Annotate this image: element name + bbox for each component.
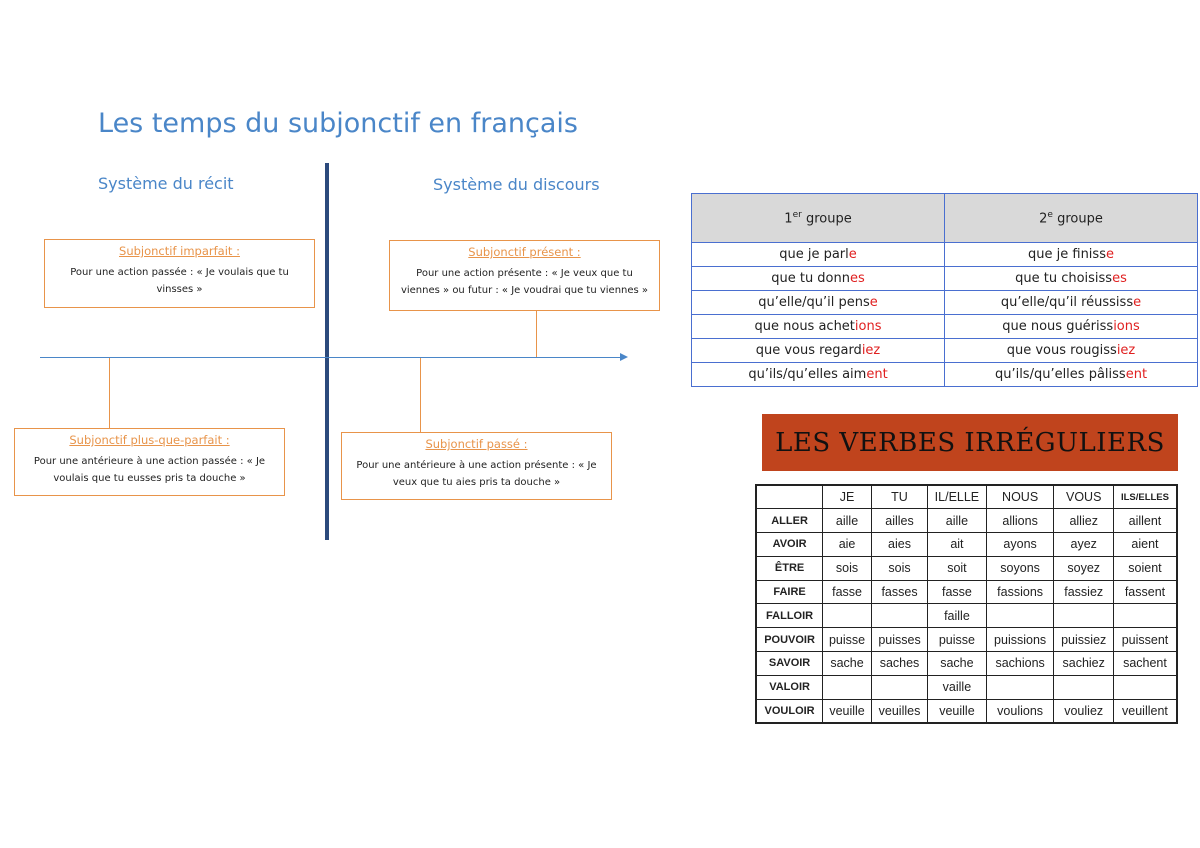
conjugation-cell: que je parle [692, 243, 945, 267]
conjugation-cell: sachiez [1054, 652, 1113, 676]
connector-plusque [109, 358, 110, 428]
column-header: IL/ELLE [928, 485, 987, 509]
table-row [692, 315, 1198, 339]
box-line: veux que tu aies pris ta douche » [392, 477, 561, 488]
column-header: TU [871, 485, 927, 509]
box-subjonctif-present [389, 240, 660, 311]
irregular-verbs-table [755, 484, 1178, 724]
conjugation-cell: vouliez [1054, 699, 1113, 723]
conjugation-cell: faille [928, 604, 987, 628]
conjugation-cell: sois [871, 556, 927, 580]
table-row [756, 699, 1177, 723]
conjugation-cell: que vous rougissiez [945, 339, 1198, 363]
conjugation-cell: fassions [986, 580, 1054, 604]
conjugation-cell: veuille [928, 699, 987, 723]
conjugation-cell: soyez [1054, 556, 1113, 580]
conjugation-cell: ayons [986, 533, 1054, 557]
conjugation-cell: ailles [871, 509, 927, 533]
conjugation-cell: ayez [1054, 533, 1113, 557]
box-title: Subjonctif imparfait : [119, 244, 240, 258]
table-row [756, 628, 1177, 652]
conjugation-cell: que vous regardiez [692, 339, 945, 363]
conjugation-cell: puissiez [1054, 628, 1113, 652]
conjugation-cell: soyons [986, 556, 1054, 580]
box-line: vinsses » [156, 284, 203, 295]
table-row [756, 556, 1177, 580]
conjugation-cell: aillent [1113, 509, 1177, 533]
vertical-divider [325, 163, 329, 540]
column-header [756, 485, 823, 509]
box-line: Pour une action passée : « Je voulais que tu [70, 267, 289, 278]
connector-passe [420, 358, 421, 432]
conjugation-cell: puisse [823, 628, 872, 652]
conjugation-cell: alliez [1054, 509, 1113, 533]
table-row [692, 339, 1198, 363]
box-subjonctif-plus-que-parfait [14, 428, 285, 496]
box-body [21, 453, 278, 487]
conjugation-cell: voulions [986, 699, 1054, 723]
table-row [756, 652, 1177, 676]
conjugation-cell: puisse [928, 628, 987, 652]
conjugation-cell [1113, 675, 1177, 699]
conjugation-cell: sois [823, 556, 872, 580]
box-body [348, 457, 605, 491]
conjugation-cell: fassiez [1054, 580, 1113, 604]
conjugation-cell [986, 604, 1054, 628]
verb-name-cell: ÊTRE [756, 556, 823, 580]
column-header: VOUS [1054, 485, 1113, 509]
conjugation-cell: sache [928, 652, 987, 676]
conjugation-cell [1054, 604, 1113, 628]
conjugation-cell: vaille [928, 675, 987, 699]
conjugation-cell: que nous guérissions [945, 315, 1198, 339]
box-title: Subjonctif plus-que-parfait : [69, 433, 230, 447]
conjugation-cell [1054, 675, 1113, 699]
conjugation-cell: qu’elle/qu’il réussisse [945, 291, 1198, 315]
conjugation-cell: sachent [1113, 652, 1177, 676]
systeme-recit-heading: Système du récit [98, 174, 234, 193]
box-title: Subjonctif présent : [468, 245, 581, 259]
conjugation-cell: puissions [986, 628, 1054, 652]
conjugation-cell: veuilles [871, 699, 927, 723]
conjugation-cell: aient [1113, 533, 1177, 557]
conjugation-cell: allions [986, 509, 1054, 533]
table-row [692, 243, 1198, 267]
timeline-arrowhead [620, 353, 628, 361]
verb-name-cell: VALOIR [756, 675, 823, 699]
table-row [692, 267, 1198, 291]
conjugation-cell [871, 675, 927, 699]
conjugation-cell: soient [1113, 556, 1177, 580]
verb-name-cell: FALLOIR [756, 604, 823, 628]
conjugation-cell: soit [928, 556, 987, 580]
box-subjonctif-passe [341, 432, 612, 500]
column-header: JE [823, 485, 872, 509]
connector-present [536, 311, 537, 357]
conjugation-cell: aie [823, 533, 872, 557]
conjugation-cell: que tu donnes [692, 267, 945, 291]
column-header: NOUS [986, 485, 1054, 509]
column-header: ILS/ELLES [1113, 485, 1177, 509]
conjugation-cell: aies [871, 533, 927, 557]
box-body [51, 264, 308, 298]
page-title: Les temps du subjonctif en français [98, 108, 578, 139]
conjugation-cell: que nous achetions [692, 315, 945, 339]
conjugation-cell: fassent [1113, 580, 1177, 604]
conjugation-cell: ait [928, 533, 987, 557]
conjugation-cell [871, 604, 927, 628]
box-body [396, 265, 653, 299]
table-row [692, 363, 1198, 387]
table-row [756, 509, 1177, 533]
conjugation-cell [823, 675, 872, 699]
conjugation-cell [823, 604, 872, 628]
box-title: Subjonctif passé : [425, 437, 528, 451]
irregular-verbs-banner [762, 414, 1178, 471]
verb-name-cell: POUVOIR [756, 628, 823, 652]
conjugation-cell: puissent [1113, 628, 1177, 652]
systeme-discours-heading: Système du discours [433, 175, 600, 194]
table-row [756, 675, 1177, 699]
conjugation-cell: puisses [871, 628, 927, 652]
box-line: viennes » ou futur : « Je voudrai que tu viennes » [400, 285, 649, 296]
table-row [756, 580, 1177, 604]
conjugation-cell: fasse [823, 580, 872, 604]
box-line: Pour une action présente : « Je veux que tu [416, 268, 633, 279]
verb-name-cell: SAVOIR [756, 652, 823, 676]
conjugation-cell: aille [823, 509, 872, 533]
conjugation-cell: qu’elle/qu’il pense [692, 291, 945, 315]
conjugation-cell: qu’ils/qu’elles aiment [692, 363, 945, 387]
conjugation-cell: que je finisse [945, 243, 1198, 267]
timeline-axis [40, 357, 622, 358]
box-subjonctif-imparfait [44, 239, 315, 308]
groups-conjugation-table [691, 193, 1198, 387]
conjugation-cell: fasse [928, 580, 987, 604]
conjugation-cell: fasses [871, 580, 927, 604]
box-line: Pour une antérieure à une action présente : « Je [356, 460, 597, 471]
verb-name-cell: VOULOIR [756, 699, 823, 723]
conjugation-cell: veuille [823, 699, 872, 723]
conjugation-cell: sache [823, 652, 872, 676]
table-row [756, 604, 1177, 628]
conjugation-cell [986, 675, 1054, 699]
table-row [692, 291, 1198, 315]
header-premier-groupe: 1er groupe [692, 194, 945, 243]
table-row [756, 533, 1177, 557]
box-line: Pour une antérieure à une action passée : « Je [33, 456, 266, 467]
verb-name-cell: FAIRE [756, 580, 823, 604]
box-line: voulais que tu eusses pris ta douche » [53, 473, 246, 484]
conjugation-cell: qu’ils/qu’elles pâlissent [945, 363, 1198, 387]
conjugation-cell: saches [871, 652, 927, 676]
verb-name-cell: AVOIR [756, 533, 823, 557]
conjugation-cell: aille [928, 509, 987, 533]
conjugation-cell [1113, 604, 1177, 628]
verb-name-cell: ALLER [756, 509, 823, 533]
header-deuxieme-groupe: 2e groupe [945, 194, 1198, 243]
conjugation-cell: veuillent [1113, 699, 1177, 723]
conjugation-cell: sachions [986, 652, 1054, 676]
banner-text: LES VERBES IRRÉGULIERS [775, 427, 1165, 458]
conjugation-cell: que tu choisisses [945, 267, 1198, 291]
